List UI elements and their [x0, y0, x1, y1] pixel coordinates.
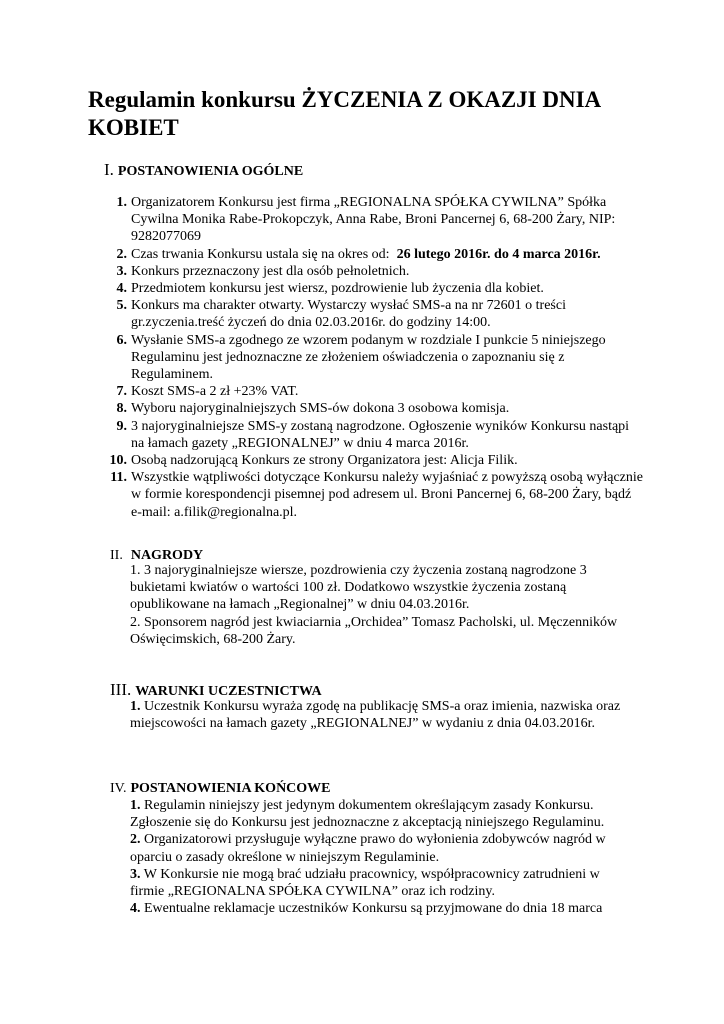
paragraph-number: 3.	[130, 866, 141, 882]
item-number: 6.	[116, 332, 127, 348]
section-title: NAGRODY	[130, 548, 204, 563]
final-provision-paragraph	[130, 866, 630, 900]
section-number: I.	[104, 160, 114, 179]
section-heading-participation	[110, 680, 322, 700]
item-number: 11.	[110, 470, 127, 486]
paragraph-number: 1.	[130, 699, 141, 714]
item-text: 3 najoryginalniejsze SMS-y zostaną nagrodzone. Ogłoszenie wyników Konkursu nastąpi na łamach gazety „REGIONALNEJ” w dniu 4 marca 2016r.	[131, 418, 630, 451]
list-item	[105, 332, 645, 384]
section-title: POSTANOWIENIA OGÓLNE	[117, 164, 304, 179]
item-number: 7.	[116, 384, 127, 400]
paragraph-number: 4.	[130, 901, 141, 917]
section-title: WARUNKI UCZESTNICTWA	[135, 684, 322, 699]
section-number: II.	[110, 548, 123, 563]
list-item	[105, 383, 645, 400]
final-provision-paragraph	[130, 900, 630, 917]
paragraph-text: Regulamin niniejszy jest jedynym dokumentem określającym zasady Konkursu. Zgłoszenie się do Konkursu jest jednoznaczne z akceptacją niniejszego Regulaminu.	[130, 798, 605, 831]
section-number: III.	[110, 680, 132, 699]
prizes-content	[130, 562, 630, 648]
item-text: Koszt SMS-a 2 zł +23% VAT.	[131, 384, 299, 400]
item-number: 3.	[116, 263, 127, 279]
list-item	[105, 452, 645, 469]
paragraph-text: W Konkursie nie mogą brać udziału pracownicy, współpracownicy zatrudnieni w firmie „REGIONALNA SPÓŁKA CYWILNA” oraz ich rodziny.	[130, 866, 600, 900]
paragraph-text: Uczestnik Konkursu wyraża zgodę na publikację SMS-a oraz imienia, nazwiska oraz miejscowości na łamach gazety „REGIONALNEJ” w wydaniu z dnia 04.03.2016r.	[130, 699, 621, 732]
paragraph-number: 2.	[130, 832, 141, 848]
prize-paragraph: 2. Sponsorem nagród jest kwiaciarnia „Orchidea” Tomasz Pacholski, ul. Męczenników Oświęcimskich, 68-200 Żary.	[130, 614, 618, 647]
list-item	[105, 469, 645, 521]
prize-paragraph: 1. 3 najoryginalniejsze wiersze, pozdrowienia czy życzenia zostaną nagrodzone 3 bukietami kwiatów o wartości 100 zł. Dodatkowo wszystkie życzenia zostaną opublikowane na łamach „Regionalnej” w dniu 04.03.2016r.	[130, 563, 587, 613]
section-title: POSTANOWIENIA KOŃCOWE	[130, 781, 331, 796]
final-provisions-content	[130, 797, 630, 917]
item-number: 4.	[116, 281, 127, 297]
final-provision-paragraph	[130, 797, 630, 831]
item-text: Wysłanie SMS-a zgodnego ze wzorem podanym w rozdziale I punkcie 5 niniejszego Regulaminu jest jednoznaczne ze złożeniem oświadczenia o zapoznaniu się z Regulaminem.	[131, 332, 606, 383]
list-item	[105, 418, 645, 452]
section-number: IV.	[110, 781, 127, 796]
list-item	[105, 263, 645, 280]
item-number: 1.	[116, 195, 127, 210]
paragraph-number: 1.	[130, 798, 141, 813]
final-provision-paragraph	[130, 831, 630, 865]
section-heading-general-provisions	[104, 160, 303, 180]
item-text: Konkurs ma charakter otwarty. Wystarczy wysłać SMS-a na nr 72601 o treści gr.zyczenia.treść życzeń do dnia 02.03.2016r. do godziny 14:00.	[131, 298, 566, 331]
participation-paragraph	[130, 698, 630, 732]
item-text-emphasis: 26 lutego 2016r. do 4 marca 2016r.	[396, 246, 601, 262]
item-number: 8.	[116, 401, 127, 417]
item-text: Czas trwania Konkursu ustala się na okres od:	[131, 246, 397, 262]
list-item	[105, 246, 645, 263]
document-title: Regulamin konkursu ŻYCZENIA Z OKAZJI DNIA KOBIET	[88, 87, 600, 140]
item-number: 9.	[116, 418, 127, 434]
item-text: Wszystkie wątpliwości dotyczące Konkursu należy wyjaśniać z powyższą osobą wyłącznie w formie korespondencji pisemnej pod adresem ul. Broni Pancernej 6, 68-200 Żary, bądź e-mail: a.filik@regionalna.pl.	[131, 470, 643, 520]
item-number: 5.	[116, 298, 127, 314]
item-number: 2.	[116, 246, 127, 262]
paragraph-text: Organizatorowi przysługuje wyłączne prawo do wyłonienia zdobywców nagród w oparciu o zasady określone w niniejszym Regulaminie.	[130, 832, 606, 865]
list-item	[105, 280, 645, 297]
list-item	[105, 194, 645, 246]
item-text: Konkurs przeznaczony jest dla osób pełnoletnich.	[131, 263, 410, 279]
participation-content	[130, 698, 630, 732]
item-text: Przedmiotem konkursu jest wiersz, pozdrowienie lub życzenia dla kobiet.	[131, 281, 544, 297]
list-item	[105, 400, 645, 417]
paragraph-text: Ewentualne reklamacje uczestników Konkursu są przyjmowane do dnia 18 marca	[140, 901, 603, 917]
item-text: Organizatorem Konkursu jest firma „REGIONALNA SPÓŁKA CYWILNA” Spółka Cywilna Monika Rabe-Prokopczyk, Anna Rabe, Broni Pancernej 6, 68-200 Żary, NIP: 9282077069	[131, 195, 616, 245]
item-text: Osobą nadzorującą Konkurs ze strony Organizatora jest: Alicja Filik.	[131, 453, 518, 469]
item-number: 10.	[109, 453, 127, 469]
item-text: Wyboru najoryginalniejszych SMS-ów dokona 3 osobowa komisja.	[131, 401, 510, 417]
list-item	[105, 297, 645, 331]
general-provisions-list	[105, 194, 645, 521]
section-heading-final-provisions	[110, 779, 331, 797]
